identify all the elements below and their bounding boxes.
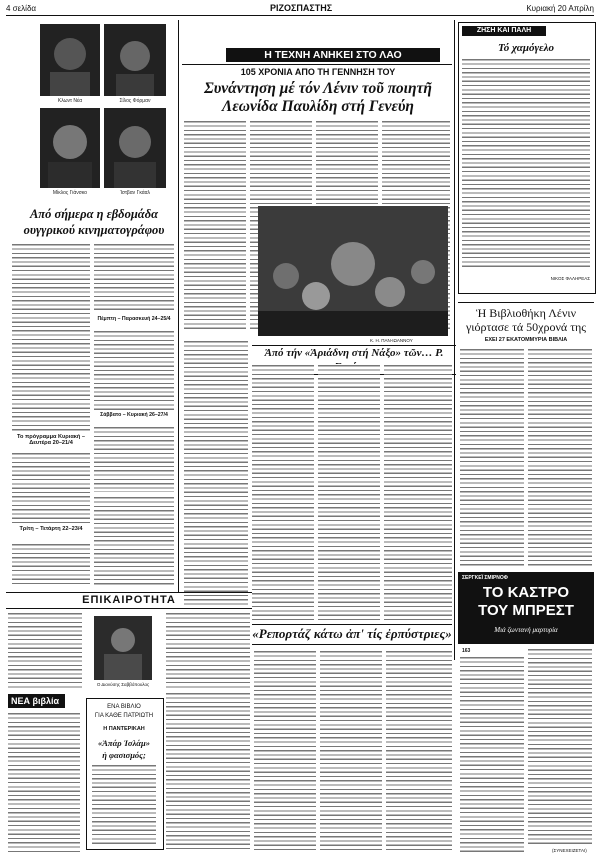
feature-subtitle: 105 ΧΡΟΝΙΑ ΑΠΟ ΤΗ ΓΕΝΝΗΣΗ ΤΟΥ <box>240 67 396 77</box>
castle-continued: (ΣΥΝΕΧΕΙΖΕΤΑΙ) <box>552 848 587 853</box>
library-text-col-1 <box>460 348 524 568</box>
ad-line-3: Η ΠΑΝΤΕΡΙΚΑΗ <box>103 726 145 732</box>
lenin-library-title-1: Ἡ Βιβλιοθήκη Λένιν <box>475 306 577 320</box>
epikairotita-text-col-1 <box>8 612 82 688</box>
cinema-text-col-2d <box>94 496 174 587</box>
caption-2: Σίλος Φόρμαν <box>119 98 151 104</box>
feature-title-2: Λεωνίδα Παυλίδη στή Γενεύη <box>222 98 414 115</box>
feature-text-col-1 <box>184 120 246 332</box>
strauss-text-col-3 <box>384 364 452 620</box>
cinema-text-col-1b <box>12 452 90 524</box>
lenin-crowd-photo <box>258 206 448 336</box>
castle-title-2: ΤΟΥ ΜΠΡΕΣΤ <box>478 602 574 619</box>
reportage-text-col-3 <box>386 650 452 852</box>
zisi-banner: ΖΗΣΗ ΚΑΙ ΠΑΛΗ <box>462 26 546 36</box>
photo-director-3 <box>40 108 100 188</box>
savvopoulos-caption: Ο Διονύσης Σαββόπουλος <box>96 682 150 687</box>
photo-director-1 <box>40 24 100 96</box>
ad-line-2: ΓΙΑ ΚΑΘΕ ΠΑΤΡΙΩΤΗ <box>94 713 154 719</box>
header-rule <box>6 15 594 16</box>
feature-title-1: Συνάντηση μέ τόν Λένιν τοῦ ποιητῆ <box>204 80 432 97</box>
reportage-title: «Ρεπορτάζ κάτω ἀπ' τίς ἐρπύστριες» <box>252 626 452 641</box>
lenin-library-subtitle: ΕΧΕΙ 27 ΕΚΑΤΟΜΜΥΡΙΑ ΒΙΒΛΙΑ <box>484 337 568 343</box>
reportage-top-rule <box>252 624 452 625</box>
cinema-text-col-1c <box>12 543 90 587</box>
ad-line-5: ἡ φασισμός; <box>102 750 146 760</box>
photo-credit: Κ. Η. ΠΑΝ-ΙΩΑΝΝΟΥ <box>370 338 413 343</box>
schedule-4: Σάββατο – Κυριακή 26–27/4 <box>100 412 168 418</box>
issue-date: Κυριακή 20 Απρίλη <box>526 4 594 13</box>
nea-vivlia-title: ΝΕΑ βιβλία <box>8 694 65 708</box>
zisi-title: Τό χαμόγελο <box>498 42 554 54</box>
photo-director-2 <box>104 24 166 96</box>
ad-line-1: ΕΝΑ ΒΙΒΛΙΟ <box>107 704 141 710</box>
cinema-text-col-2 <box>94 243 174 313</box>
reportage-text-col-2 <box>320 650 382 852</box>
castle-subtitle: Μιά ζωντανή μαρτυρία <box>494 626 558 634</box>
reportage-bottom-rule <box>252 644 452 645</box>
castle-text-col-2 <box>528 648 592 846</box>
zisi-text <box>462 58 590 270</box>
feature-kicker: Η ΤΕΧΝΗ ΑΝΗΚΕΙ ΣΤΟ ΛΑΟ <box>226 48 440 62</box>
ad-text <box>92 764 156 844</box>
page-number: 4 σελίδα <box>6 4 37 13</box>
schedule-2: Τρίτη – Τετάρτη 22–23/4 <box>19 526 83 532</box>
epikairotita-top-rule <box>6 592 252 593</box>
epikairotita-bottom-rule <box>6 608 252 609</box>
feature-text-col-1b <box>184 340 248 620</box>
castle-author: ΣΕΡΓΚΕΪ ΣΜΙΡΝΟΦ <box>462 575 508 581</box>
masthead: ΡΙΖΟΣΠΑΣΤΗΣ <box>270 3 333 13</box>
library-text-col-2 <box>528 348 592 568</box>
lenin-library-rule <box>458 302 594 303</box>
cinema-text-col-2b <box>94 330 174 410</box>
castle-episode: 163 <box>462 648 471 654</box>
caption-3: Μίκλος Γιάνσκο <box>52 190 88 196</box>
epikairotita-text-col-3 <box>166 692 250 852</box>
caption-1: Κλωντ Νέα <box>57 98 83 104</box>
strauss-text-col-1 <box>252 364 314 620</box>
caption-4: Ίστβαν Γκάαλ <box>119 190 151 196</box>
cinema-text-col-1 <box>12 243 90 431</box>
ad-line-4: «Ἀπάρ Ἰσλάμ» <box>98 738 150 748</box>
schedule-3: Πέμπτη – Παρασκευή 24–25/4 <box>97 316 171 322</box>
strauss-title: Ἀπό τήν «Ἀριάδνη στή Νάξο» τῶν… Ρ. <box>252 345 456 375</box>
castle-text-col-1 <box>460 656 524 852</box>
castle-title-1: ΤΟ ΚΑΣΤΡΟ <box>482 584 570 601</box>
column-divider-2 <box>454 20 455 660</box>
reportage-text-col-1 <box>254 650 316 852</box>
schedule-1: Το πρόγραμμα Κυριακή – Δευτέρα 20–21/4 <box>17 434 85 446</box>
hungarian-cinema-title: Από σήμερα η εβδομάδα ουγγρικού κινηματογράφου <box>23 207 165 237</box>
cinema-text-col-2c <box>94 426 174 492</box>
epikairotita-title: ΕΠΙΚΑΙΡΟΤΗΤΑ <box>82 594 176 606</box>
savvopoulos-photo <box>94 616 152 680</box>
strauss-text-col-2 <box>318 364 380 620</box>
column-divider-1 <box>178 20 179 592</box>
lenin-library-title-2: γιόρτασε τά 50χρονά της <box>465 320 587 334</box>
kicker-rule <box>182 64 452 65</box>
zisi-signature: ΝΙΚΟΣ ΦΑΛΗΡΕΑΣ <box>550 276 590 281</box>
epikairotita-text-col-2 <box>166 612 250 688</box>
nea-vivlia-text-col-1 <box>8 712 80 854</box>
photo-director-4 <box>104 108 166 188</box>
